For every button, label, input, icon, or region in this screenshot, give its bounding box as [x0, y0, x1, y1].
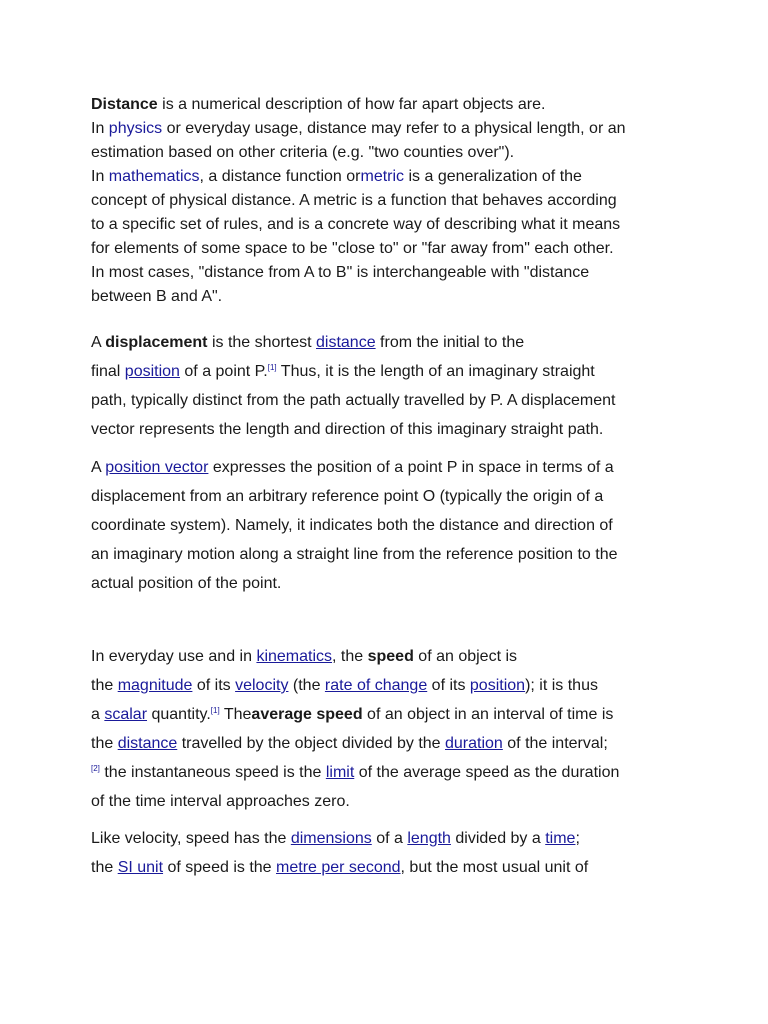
link-mathematics[interactable]: mathematics	[108, 168, 200, 185]
paragraph-displacement	[91, 328, 691, 444]
text-line: concept of physical distance. A metric is a function that behaves according	[91, 192, 617, 209]
text-line: an imaginary motion along a straight line from the reference position to the	[91, 546, 618, 563]
term-distance: Distance	[91, 96, 158, 113]
text-line: A displacement is the shortest distance from the initial to the	[91, 334, 525, 351]
paragraph-distance-intro	[91, 93, 691, 309]
text-line: [2] the instantaneous speed is the limit of the average speed as the duration	[91, 764, 620, 781]
text-line: vector represents the length and direction of this imaginary straight path.	[91, 421, 604, 438]
text-line: In everyday use and in kinematics, the speed of an object is	[91, 648, 518, 665]
link-metric[interactable]: metric	[360, 168, 405, 185]
text-line: A position vector expresses the position of a point P in space in terms of a	[91, 459, 614, 476]
text-line: In mathematics, a distance function ormetric is a generalization of the	[91, 168, 582, 185]
text-line: estimation based on other criteria (e.g. "two counties over").	[91, 144, 515, 161]
link-dimensions[interactable]: dimensions	[290, 830, 372, 847]
paragraph-position-vector	[91, 453, 691, 598]
text-line: path, typically distinct from the path actually travelled by P. A displacement	[91, 392, 616, 409]
citation-ref[interactable]: [2]	[91, 764, 100, 773]
link-time[interactable]: time	[545, 830, 576, 847]
link-length[interactable]: length	[407, 830, 451, 847]
link-position[interactable]: position	[124, 363, 180, 380]
link-scalar[interactable]: scalar	[104, 706, 148, 723]
link-rate-of-change[interactable]: rate of change	[324, 677, 428, 694]
text-line: In most cases, "distance from A to B" is interchangeable with "distance	[91, 264, 590, 281]
link-position[interactable]: position	[469, 677, 526, 694]
paragraph-speed	[91, 642, 691, 816]
text-line: to a specific set of rules, and is a concrete way of describing what it means	[91, 216, 621, 233]
link-position-vector[interactable]: position vector	[105, 459, 209, 476]
text-line: In physics or everyday usage, distance may refer to a physical length, or an	[91, 120, 626, 137]
link-limit[interactable]: limit	[325, 764, 355, 781]
text-line: a scalar quantity.[1] Theaverage speed of an object in an interval of time is	[91, 706, 614, 723]
link-physics[interactable]: physics	[108, 120, 163, 137]
text-line: for elements of some space to be "close to" or "far away from" each other.	[91, 240, 614, 257]
term-speed: speed	[367, 648, 414, 665]
paragraph-speed-units	[91, 824, 691, 882]
text-line: Like velocity, speed has the dimensions of a length divided by a time;	[91, 830, 580, 847]
text-line: of the time interval approaches zero.	[91, 793, 350, 810]
text-line: coordinate system). Namely, it indicates both the distance and direction of	[91, 517, 613, 534]
text-line: actual position of the point.	[91, 575, 282, 592]
text-line: the magnitude of its velocity (the rate of change of its position); it is thus	[91, 677, 598, 694]
text-line: the distance travelled by the object divided by the duration of the interval;	[91, 735, 608, 752]
term-average-speed: average speed	[251, 706, 363, 723]
link-distance[interactable]: distance	[117, 735, 178, 752]
link-magnitude[interactable]: magnitude	[117, 677, 193, 694]
text-line: displacement from an arbitrary reference point O (typically the origin of a	[91, 488, 604, 505]
text-line: final position of a point P.[1] Thus, it is the length of an imaginary straight	[91, 363, 595, 380]
text-line: the SI unit of speed is the metre per second, but the most usual unit of	[91, 859, 589, 876]
link-kinematics[interactable]: kinematics	[256, 648, 333, 665]
link-metre-per-second[interactable]: metre per second	[276, 859, 401, 876]
term-displacement: displacement	[105, 334, 208, 351]
text-line: between B and A".	[91, 288, 223, 305]
link-distance[interactable]: distance	[316, 334, 376, 351]
link-velocity[interactable]: velocity	[235, 677, 289, 694]
citation-ref[interactable]: [1]	[267, 363, 277, 372]
link-duration[interactable]: duration	[445, 735, 503, 752]
citation-ref[interactable]: [1]	[210, 706, 220, 715]
link-si-unit[interactable]: SI unit	[117, 859, 164, 876]
text-line: Distance is a numerical description of how far apart objects are.	[91, 96, 546, 113]
